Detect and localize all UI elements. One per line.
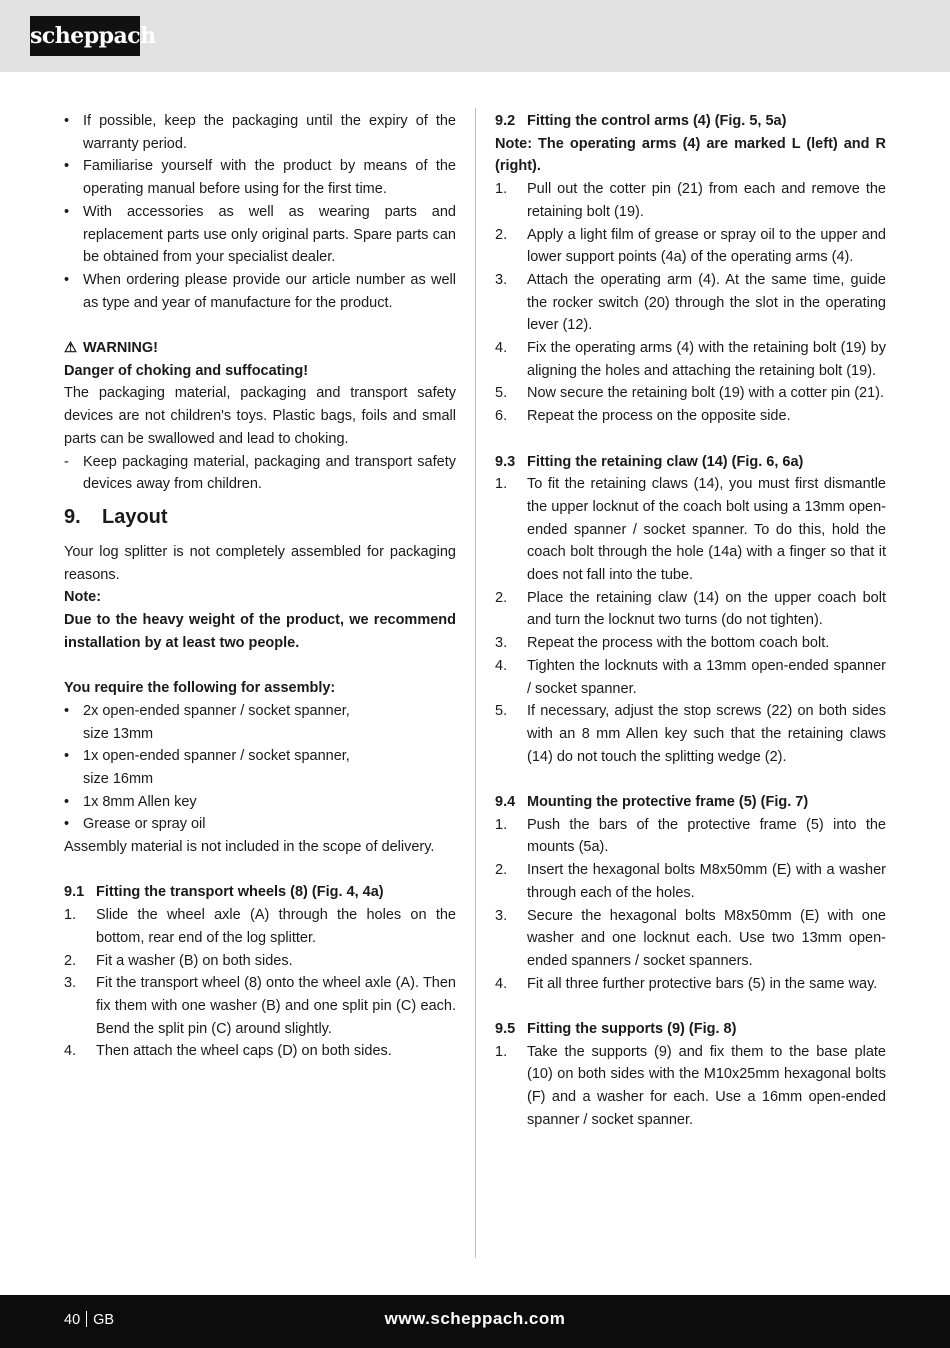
warning-heading: ⚠ WARNING! [64, 337, 456, 360]
page-number: 40 GB [64, 1312, 115, 1328]
step-item: 3. Secure the hexagonal bolts M8x50mm (E) with one washer and one locknut each. Use two 13mm open-ended spanners / socket spanners. [495, 907, 886, 969]
step-item: 4. Tighten the locknuts with a 13mm open-ended spanner / socket spanner. [495, 657, 886, 697]
step-item: 1. Push the bars of the protective frame (5) into the mounts (5a). [495, 816, 886, 856]
step-item: 3. Repeat the process with the bottom coach bolt. [495, 635, 830, 652]
list-item: • If possible, keep the packaging until the expiry of the warranty period. [64, 113, 456, 152]
subsection-heading: 9.3 Fitting the retaining claw (14) (Fig. 6, 6a) [495, 453, 804, 470]
list-item: • Familiarise yourself with the product by means of the operating manual before using for the first time. [64, 158, 456, 198]
step-item: 4. Fit all three further protective bars (5) in the same way. [495, 975, 878, 992]
subsection-heading: 9.2 Fitting the control arms (4) (Fig. 5, 5a) [495, 113, 787, 129]
step-item: 2. Fit a washer (B) on both sides. [64, 952, 293, 969]
step-item: 1. To fit the retaining claws (14), you must first dismantle the upper locknut of the coach bolt using a 13mm open-ended spanner / socket spanner. To do this, hold the coach bolt through the hole (14a) with a finger so that it does not fall into the tube. [495, 476, 886, 584]
step-item: 3. Fit the transport wheel (8) onto the wheel axle (A). Then fix them with one washer (B) and one split pin (C) each. Bend the split pin (C) around slightly. [64, 975, 456, 1037]
website-link[interactable]: www.scheppach.com [384, 1309, 566, 1328]
step-item: 2. Apply a light film of grease or spray oil to the upper and lower support points (4a) of the operating arms (4). [495, 226, 886, 266]
list-item: • With accessories as well as wearing parts and replacement parts use only original parts. Spare parts can be obtained from your specialist dealer. [64, 203, 456, 266]
note-text: Due to the heavy weight of the product, we recommend installation by at least two people. [64, 612, 456, 651]
scheppach-logo: scheppach [30, 16, 140, 56]
page-header [0, 0, 950, 72]
note-text: Note: The operating arms (4) are marked L (left) and R (right). [495, 135, 886, 175]
right-column [495, 110, 886, 1132]
list-item: • 2x open-ended spanner / socket spanner, size 13mm [64, 702, 350, 742]
list-item: • Grease or spray oil [64, 816, 206, 833]
step-item: 6. Repeat the process on the opposite side. [495, 408, 791, 425]
step-item: 5. Now secure the retaining bolt (19) with a cotter pin (21). [495, 385, 885, 402]
warning-subtitle: Danger of choking and suffocating! [64, 362, 309, 379]
assembly-note: Assembly material is not included in the scope of delivery. [64, 839, 435, 856]
step-item: 4. Then attach the wheel caps (D) on both sides. [64, 1043, 392, 1060]
left-column [64, 110, 456, 1063]
page-footer [0, 1295, 950, 1348]
assembly-title: You require the following for assembly: [64, 680, 336, 697]
list-item: • 1x 8mm Allen key [64, 793, 197, 810]
list-item: • 1x open-ended spanner / socket spanner, size 16mm [64, 748, 350, 787]
step-item: 1. Take the supports (9) and fix them to the base plate (10) on both sides with the M10x25mm hexagonal bolts (F) and a washer for each. Use a 16mm open-ended spanner / socket spanner. [495, 1043, 886, 1128]
subsection-heading: 9.4 Mounting the protective frame (5) (Fig. 7) [495, 794, 809, 811]
list-item: • When ordering please provide our article number as well as type and year of manufacture for the product. [64, 271, 456, 311]
subsection-heading: 9.5 Fitting the supports (9) (Fig. 8) [495, 1021, 737, 1038]
step-item: 3. Attach the operating arm (4). At the same time, guide the rocker switch (20) through the slot in the operating lever (12). [495, 271, 886, 334]
list-item: - Keep packaging material, packaging and transport safety devices away from children. [64, 453, 456, 493]
step-item: 1. Pull out the cotter pin (21) from each and remove the retaining bolt (19). [495, 181, 886, 220]
step-item: 4. Fix the operating arms (4) with the retaining bolt (19) by aligning the holes and attaching the retaining bolt (19). [495, 340, 886, 379]
step-item: 2. Insert the hexagonal bolts M8x50mm (E) with a washer through each of the holes. [495, 862, 886, 901]
subsection-heading: 9.1 Fitting the transport wheels (8) (Fig. 4, 4a) [64, 884, 384, 901]
note-label: Note: [64, 589, 102, 606]
step-item: 1. Slide the wheel axle (A) through the holes on the bottom, rear end of the log splitter. [64, 907, 456, 946]
step-item: 5. If necessary, adjust the stop screws (22) on both sides with an 8 mm Allen key such that the retaining claws (14) do not touch the splitting wedge (2). [495, 703, 886, 765]
section-heading: 9. Layout [64, 505, 168, 528]
column-divider [475, 108, 476, 1258]
section-intro: Your log splitter is not completely assembled for packaging reasons. [64, 543, 456, 583]
warning-triangle-icon: ⚠ [64, 340, 77, 357]
language-code: GB [93, 1312, 115, 1328]
step-item: 2. Place the retaining claw (14) on the upper coach bolt and turn the locknut two turns (do not tighten). [495, 589, 886, 629]
warning-text: The packaging material, packaging and transport safety devices are not children's toys. Plastic bags, foils and small parts can be swallowed and lead to choking. [64, 385, 456, 447]
